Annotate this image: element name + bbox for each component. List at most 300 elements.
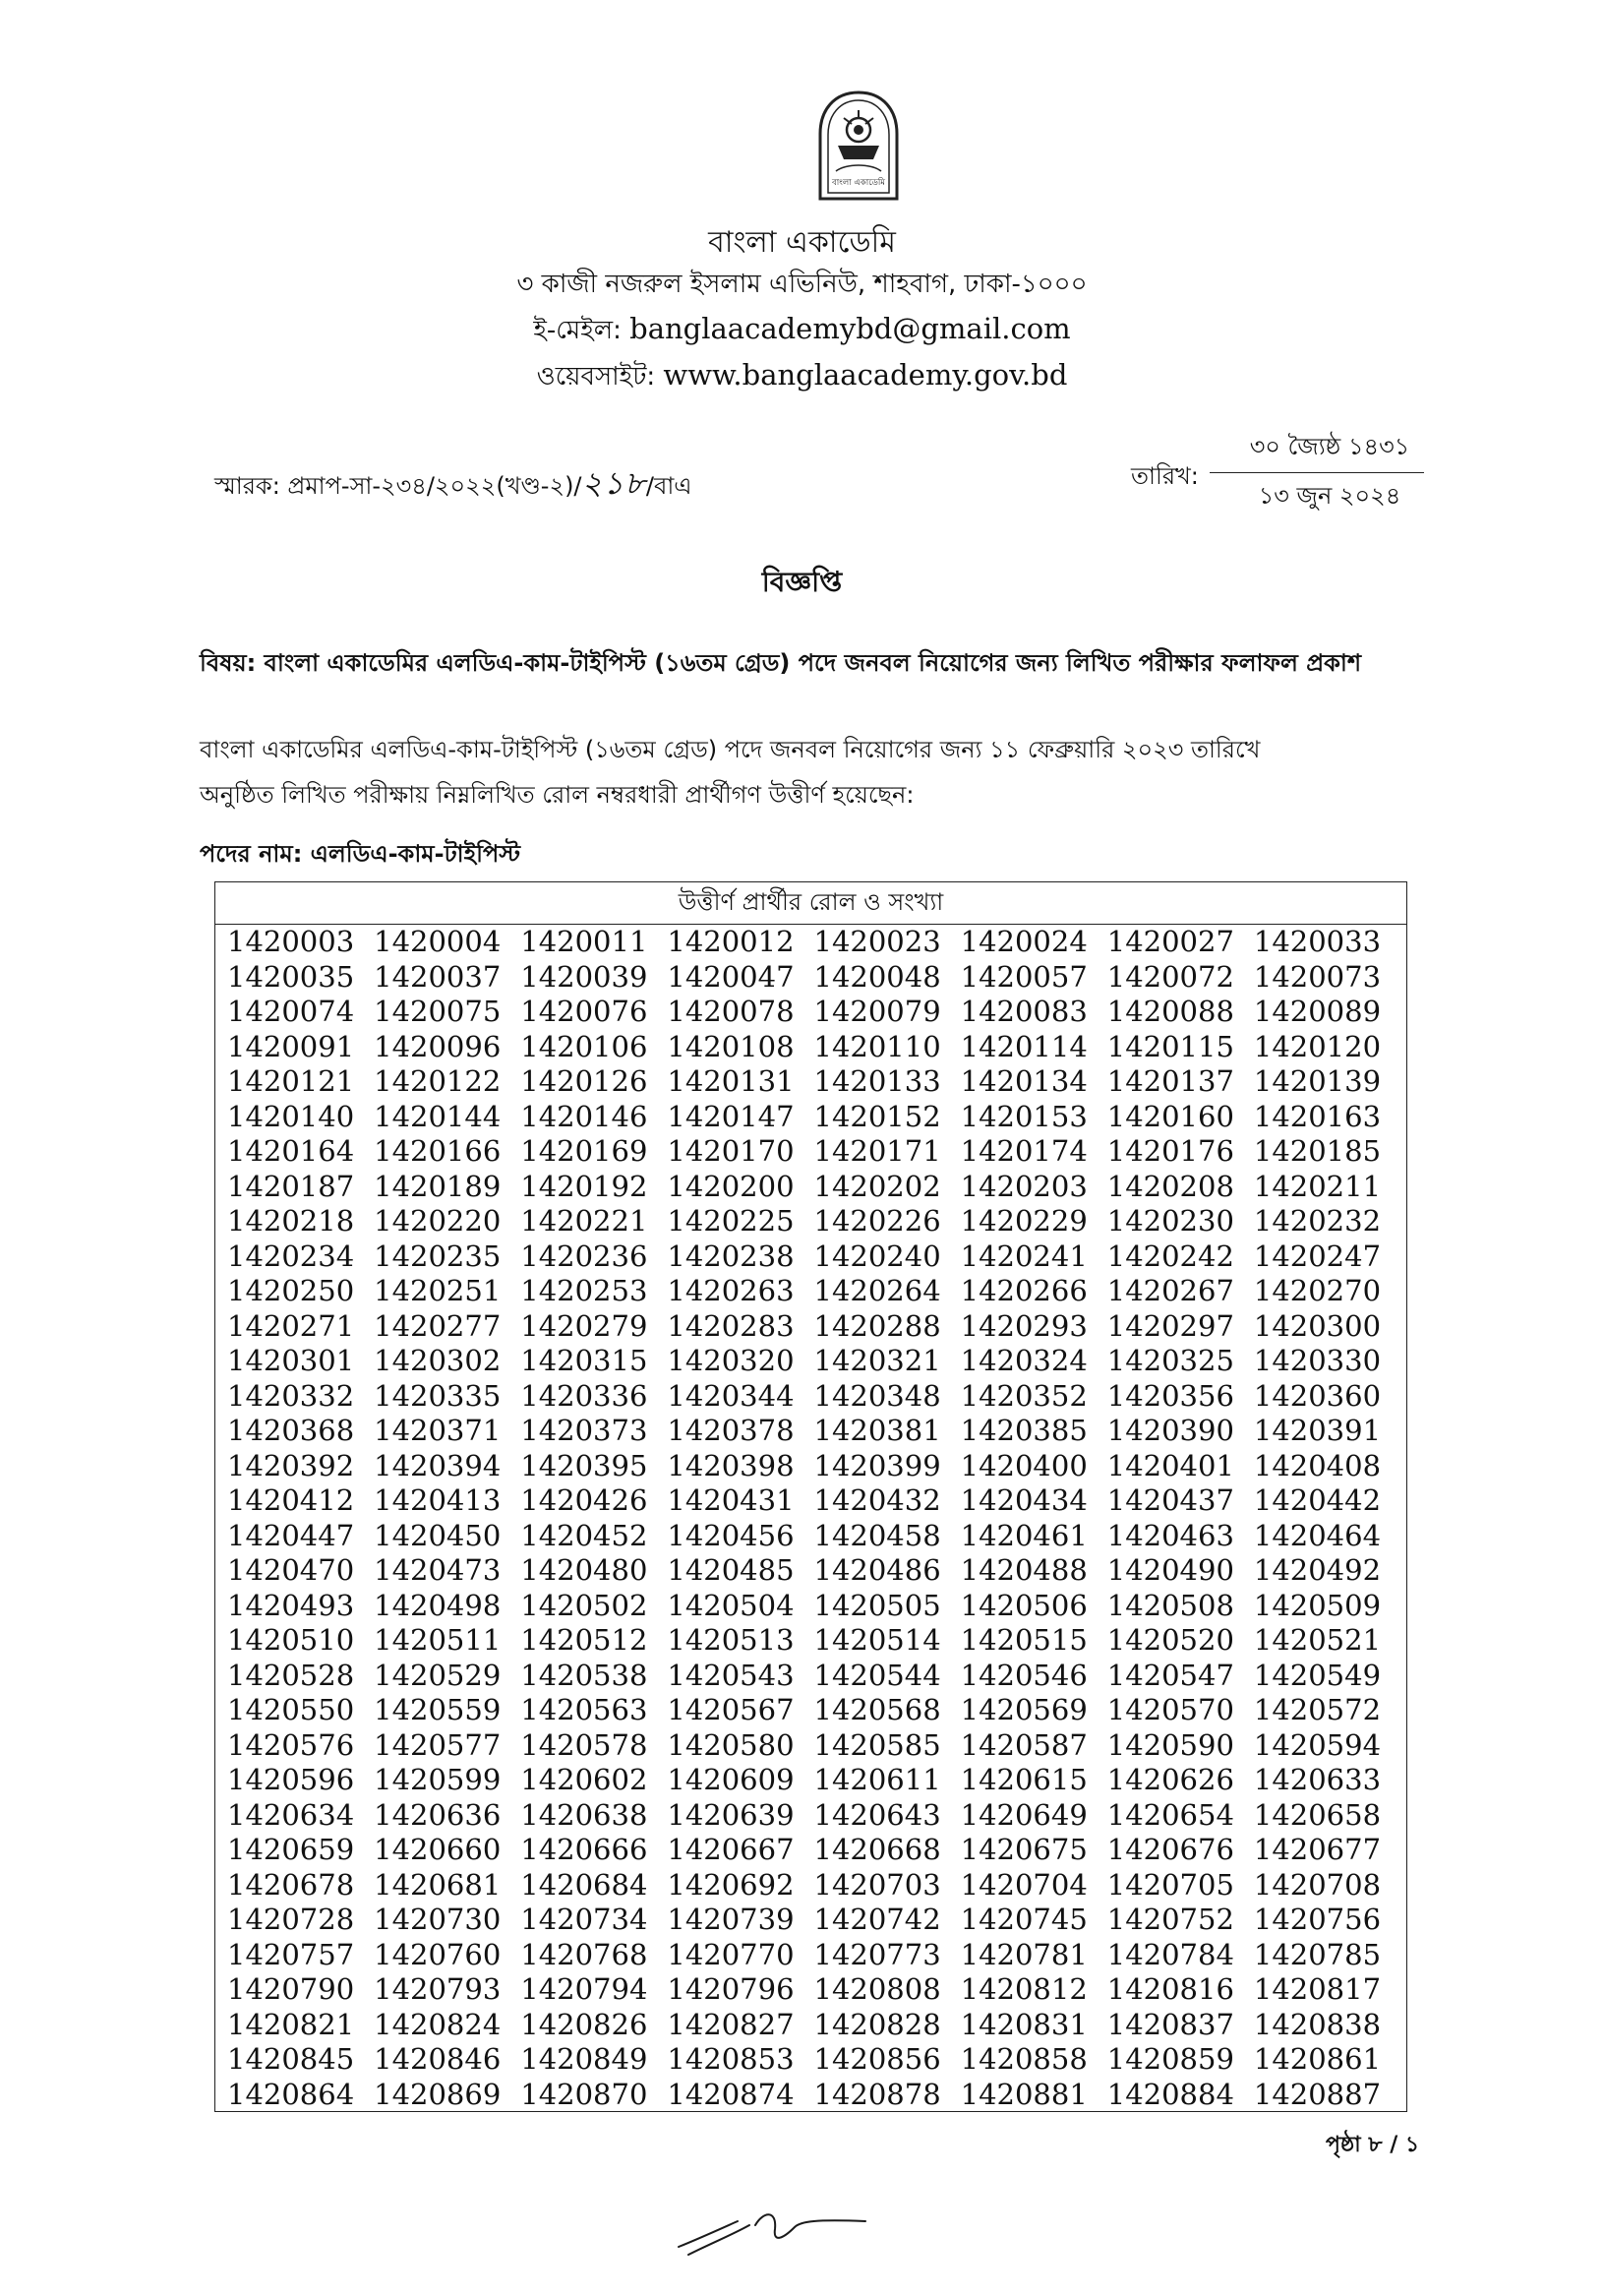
memo-suffix: /বাএ (645, 472, 692, 500)
roll-number-cell: 1420615 (960, 1763, 1088, 1796)
roll-number-cell: 1420371 (374, 1414, 502, 1447)
roll-number-cell: 1420121 (227, 1064, 355, 1098)
roll-number-cell: 1420544 (813, 1658, 941, 1692)
roll-number-cell: 1420514 (813, 1623, 941, 1657)
roll-number-cell: 1420821 (227, 2007, 355, 2041)
roll-number-cell: 1420378 (667, 1414, 795, 1447)
roll-number-cell: 1420704 (960, 1867, 1088, 1902)
roll-number-cell: 1420510 (227, 1623, 355, 1657)
roll-number-cell: 1420768 (520, 1937, 648, 1971)
memo-handwritten-no: ২১৮ (581, 464, 646, 502)
date-bangla: ৩০ জ্যৈষ্ঠ ১৪৩১ (1249, 433, 1410, 460)
roll-number-cell: 1420826 (520, 2007, 648, 2041)
roll-number-cell: 1420185 (1253, 1134, 1382, 1168)
roll-number-cell: 1420321 (813, 1344, 941, 1377)
roll-number-cell: 1420160 (1106, 1099, 1234, 1133)
roll-number-cell: 1420267 (1106, 1274, 1234, 1307)
roll-number-cell: 1420538 (520, 1658, 648, 1692)
roll-number-cell: 1420569 (960, 1693, 1088, 1726)
roll-number-cell: 1420881 (960, 2077, 1088, 2111)
roll-number-cell: 1420218 (227, 1204, 355, 1238)
roll-number-cell: 1420649 (960, 1797, 1088, 1832)
roll-number-cell: 1420488 (960, 1553, 1088, 1587)
roll-number-cell: 1420611 (813, 1763, 941, 1796)
roll-number-cell: 1420493 (227, 1588, 355, 1622)
roll-number-cell: 1420091 (227, 1029, 355, 1063)
roll-number-cell: 1420035 (227, 959, 355, 994)
roll-number-cell: 1420033 (1253, 925, 1382, 958)
roll-number-cell: 1420164 (227, 1134, 355, 1168)
roll-number-cell: 1420234 (227, 1239, 355, 1273)
roll-number-cell: 1420470 (227, 1553, 355, 1587)
roll-number-cell: 1420373 (520, 1414, 648, 1447)
roll-number-cell: 1420760 (374, 1937, 502, 1971)
roll-number-cell: 1420110 (813, 1029, 941, 1063)
roll-number-cell: 1420266 (960, 1274, 1088, 1307)
roll-number-cell: 1420812 (960, 1972, 1088, 2006)
roll-number-cell: 1420120 (1253, 1029, 1382, 1063)
roll-number-cell: 1420079 (813, 995, 941, 1028)
roll-number-cell: 1420464 (1253, 1518, 1382, 1552)
roll-number-cell: 1420461 (960, 1518, 1088, 1552)
roll-number-cell: 1420096 (374, 1029, 502, 1063)
roll-number-cell: 1420817 (1253, 1972, 1382, 2006)
roll-number-cell: 1420203 (960, 1169, 1088, 1203)
roll-number-cell: 1420146 (520, 1099, 648, 1133)
roll-number-cell: 1420277 (374, 1308, 502, 1343)
email-label: ই-মেইল: (533, 316, 622, 345)
roll-number-cell: 1420864 (227, 2077, 355, 2111)
roll-number-cell: 1420226 (813, 1204, 941, 1238)
roll-number-cell: 1420176 (1106, 1134, 1234, 1168)
date-block (1131, 429, 1426, 508)
roll-number-cell: 1420238 (667, 1239, 795, 1273)
roll-number-cell: 1420293 (960, 1308, 1088, 1343)
roll-number-cell: 1420073 (1253, 959, 1382, 994)
roll-number-cell: 1420241 (960, 1239, 1088, 1273)
roll-number-cell: 1420270 (1253, 1274, 1382, 1307)
roll-number-cell: 1420473 (374, 1553, 502, 1587)
subject-line: বিষয়: বাংলা একাডেমির এলডিএ-কাম-টাইপিস্ট (১৬তম গ্রেড) পদে জনবল নিয়োগের জন্য লিখিত পরীক্ষার ফলাফল প্রকাশ (200, 649, 1362, 677)
roll-number-cell: 1420221 (520, 1204, 648, 1238)
roll-number-cell: 1420705 (1106, 1867, 1234, 1902)
roll-number-cell: 1420089 (1253, 995, 1382, 1028)
roll-number-cell: 1420692 (667, 1867, 795, 1902)
roll-number-cell: 1420230 (1106, 1204, 1234, 1238)
roll-number-cell: 1420666 (520, 1833, 648, 1866)
roll-number-cell: 1420480 (520, 1553, 648, 1587)
roll-number-cell: 1420279 (520, 1308, 648, 1343)
roll-number-cell: 1420785 (1253, 1937, 1382, 1971)
roll-number-cell: 1420594 (1253, 1727, 1382, 1762)
signature (669, 2196, 885, 2265)
roll-number-cell: 1420511 (374, 1623, 502, 1657)
roll-number-cell: 1420508 (1106, 1588, 1234, 1622)
roll-number-cell: 1420208 (1106, 1169, 1234, 1203)
roll-number-cell: 1420856 (813, 2042, 941, 2076)
roll-number-cell: 1420039 (520, 959, 648, 994)
roll-number-cell: 1420140 (227, 1099, 355, 1133)
roll-number-cell: 1420770 (667, 1937, 795, 1971)
roll-number-cell: 1420236 (520, 1239, 648, 1273)
date-gregorian: ১৩ জুন ২০২৪ (1258, 482, 1401, 510)
roll-number-cell: 1420509 (1253, 1588, 1382, 1622)
roll-number-cell: 1420200 (667, 1169, 795, 1203)
roll-number-cell: 1420126 (520, 1064, 648, 1098)
roll-number-cell: 1420398 (667, 1448, 795, 1482)
roll-number-cell: 1420808 (813, 1972, 941, 2006)
roll-number-cell: 1420858 (960, 2042, 1088, 2076)
bangla-academy-logo (814, 89, 903, 207)
roll-number-cell: 1420633 (1253, 1763, 1382, 1796)
roll-number-cell: 1420703 (813, 1867, 941, 1902)
roll-number-cell: 1420528 (227, 1658, 355, 1692)
roll-number-cell: 1420202 (813, 1169, 941, 1203)
roll-number-cell: 1420078 (667, 995, 795, 1028)
roll-number-cell: 1420360 (1253, 1378, 1382, 1413)
roll-number-cell: 1420288 (813, 1308, 941, 1343)
roll-number-cell: 1420394 (374, 1448, 502, 1482)
roll-number-cell: 1420587 (960, 1727, 1088, 1762)
roll-number-cell: 1420114 (960, 1029, 1088, 1063)
roll-number-cell: 1420739 (667, 1903, 795, 1936)
roll-number-cell: 1420076 (520, 995, 648, 1028)
roll-number-cell: 1420794 (520, 1972, 648, 2006)
roll-number-cell: 1420816 (1106, 1972, 1234, 2006)
roll-number-cell: 1420004 (374, 925, 502, 958)
roll-number-cell: 1420144 (374, 1099, 502, 1133)
roll-number-cell: 1420559 (374, 1693, 502, 1726)
roll-number-cell: 1420513 (667, 1623, 795, 1657)
roll-number-cell: 1420781 (960, 1937, 1088, 1971)
roll-number-cell: 1420869 (374, 2077, 502, 2111)
roll-number-cell: 1420250 (227, 1274, 355, 1307)
roll-number-cell: 1420520 (1106, 1623, 1234, 1657)
roll-number-cell: 1420447 (227, 1518, 355, 1552)
roll-number-cell: 1420390 (1106, 1414, 1234, 1447)
roll-number-cell: 1420626 (1106, 1763, 1234, 1796)
roll-number-cell: 1420408 (1253, 1448, 1382, 1482)
roll-number-cell: 1420413 (374, 1483, 502, 1517)
roll-number-cell: 1420580 (667, 1727, 795, 1762)
roll-number-cell: 1420643 (813, 1797, 941, 1832)
roll-number-cell: 1420853 (667, 2042, 795, 2076)
email-line (0, 310, 1604, 353)
roll-number-cell: 1420757 (227, 1937, 355, 1971)
roll-number-cell: 1420242 (1106, 1239, 1234, 1273)
roll-number-cell: 1420012 (667, 925, 795, 958)
organization-name: বাংলা একাডেমি (708, 225, 896, 260)
memo-prefix: স্মারক: প্রমাপ-সা-২৩৪/২০২২(খণ্ড-২)/ (214, 472, 582, 500)
roll-number-cell: 1420456 (667, 1518, 795, 1552)
roll-number-cell: 1420192 (520, 1169, 648, 1203)
roll-number-cell: 1420708 (1253, 1867, 1382, 1902)
roll-number-cell: 1420515 (960, 1623, 1088, 1657)
roll-number-cell: 1420400 (960, 1448, 1088, 1482)
roll-number-cell: 1420057 (960, 959, 1088, 994)
roll-number-cell: 1420745 (960, 1903, 1088, 1936)
roll-number-cell: 1420793 (374, 1972, 502, 2006)
roll-number-cell: 1420543 (667, 1658, 795, 1692)
roll-number-cell: 1420660 (374, 1833, 502, 1866)
roll-number-cell: 1420828 (813, 2007, 941, 2041)
roll-number-cell: 1420728 (227, 1903, 355, 1936)
roll-number-cell: 1420027 (1106, 925, 1234, 958)
roll-number-cell: 1420578 (520, 1727, 648, 1762)
roll-number-cell: 1420577 (374, 1727, 502, 1762)
roll-number-cell: 1420024 (960, 925, 1088, 958)
roll-number-cell: 1420667 (667, 1833, 795, 1866)
results-table-header: উত্তীর্ণ প্রার্থীর রোল ও সংখ্যা (215, 882, 1406, 925)
roll-number-cell: 1420458 (813, 1518, 941, 1552)
roll-number-cell: 1420676 (1106, 1833, 1234, 1866)
website-line (0, 356, 1604, 399)
roll-number-cell: 1420023 (813, 925, 941, 958)
roll-number-cell: 1420505 (813, 1588, 941, 1622)
roll-number-cell: 1420450 (374, 1518, 502, 1552)
roll-number-cell: 1420147 (667, 1099, 795, 1133)
roll-number-cell: 1420037 (374, 959, 502, 994)
roll-number-cell: 1420332 (227, 1378, 355, 1413)
roll-number-cell: 1420773 (813, 1937, 941, 1971)
roll-number-cell: 1420492 (1253, 1553, 1382, 1587)
roll-number-cell: 1420271 (227, 1308, 355, 1343)
roll-number-cell: 1420654 (1106, 1797, 1234, 1832)
roll-number-cell: 1420638 (520, 1797, 648, 1832)
roll-number-cell: 1420240 (813, 1239, 941, 1273)
roll-number-cell: 1420088 (1106, 995, 1234, 1028)
roll-number-cell: 1420796 (667, 1972, 795, 2006)
roll-number-cell: 1420431 (667, 1483, 795, 1517)
roll-number-grid (215, 925, 1406, 2112)
roll-number-cell: 1420324 (960, 1344, 1088, 1377)
roll-number-cell: 1420220 (374, 1204, 502, 1238)
notice-title: বিজ্ঞপ্তি (761, 566, 843, 598)
body-text-line-2: অনুষ্ঠিত লিখিত পরীক্ষায় নিম্নলিখিত রোল নম্বরধারী প্রার্থীগণ উত্তীর্ণ হয়েছেন: (200, 781, 915, 809)
roll-number-cell: 1420106 (520, 1029, 648, 1063)
roll-number-cell: 1420169 (520, 1134, 648, 1168)
roll-number-cell: 1420568 (813, 1693, 941, 1726)
roll-number-cell: 1420152 (813, 1099, 941, 1133)
roll-number-cell: 1420490 (1106, 1553, 1234, 1587)
roll-number-cell: 1420399 (813, 1448, 941, 1482)
roll-number-cell: 1420251 (374, 1274, 502, 1307)
roll-number-cell: 1420211 (1253, 1169, 1382, 1203)
roll-number-cell: 1420845 (227, 2042, 355, 2076)
roll-number-cell: 1420563 (520, 1693, 648, 1726)
roll-number-cell: 1420134 (960, 1064, 1088, 1098)
roll-number-cell: 1420432 (813, 1483, 941, 1517)
roll-number-cell: 1420315 (520, 1344, 648, 1377)
roll-number-cell: 1420596 (227, 1763, 355, 1796)
roll-number-cell: 1420838 (1253, 2007, 1382, 2041)
roll-number-cell: 1420547 (1106, 1658, 1234, 1692)
roll-number-cell: 1420229 (960, 1204, 1088, 1238)
roll-number-cell: 1420232 (1253, 1204, 1382, 1238)
website-label: ওয়েবসাইট: (536, 362, 656, 392)
roll-number-cell: 1420401 (1106, 1448, 1234, 1482)
roll-number-cell: 1420247 (1253, 1239, 1382, 1273)
roll-number-cell: 1420335 (374, 1378, 502, 1413)
roll-number-cell: 1420502 (520, 1588, 648, 1622)
roll-number-cell: 1420485 (667, 1553, 795, 1587)
roll-number-cell: 1420636 (374, 1797, 502, 1832)
roll-number-cell: 1420887 (1253, 2077, 1382, 2111)
roll-number-cell: 1420506 (960, 1588, 1088, 1622)
roll-number-cell: 1420878 (813, 2077, 941, 2111)
roll-number-cell: 1420263 (667, 1274, 795, 1307)
roll-number-cell: 1420336 (520, 1378, 648, 1413)
roll-number-cell: 1420752 (1106, 1903, 1234, 1936)
roll-number-cell: 1420837 (1106, 2007, 1234, 2041)
results-table (214, 881, 1407, 2112)
roll-number-cell: 1420831 (960, 2007, 1088, 2041)
roll-number-cell: 1420824 (374, 2007, 502, 2041)
roll-number-cell: 1420529 (374, 1658, 502, 1692)
roll-number-cell: 1420395 (520, 1448, 648, 1482)
roll-number-cell: 1420344 (667, 1378, 795, 1413)
roll-number-cell: 1420412 (227, 1483, 355, 1517)
roll-number-cell: 1420235 (374, 1239, 502, 1273)
roll-number-cell: 1420784 (1106, 1937, 1234, 1971)
roll-number-cell: 1420486 (813, 1553, 941, 1587)
roll-number-cell: 1420678 (227, 1867, 355, 1902)
roll-number-cell: 1420133 (813, 1064, 941, 1098)
roll-number-cell: 1420072 (1106, 959, 1234, 994)
roll-number-cell: 1420163 (1253, 1099, 1382, 1133)
roll-number-cell: 1420659 (227, 1833, 355, 1866)
roll-number-cell: 1420356 (1106, 1378, 1234, 1413)
roll-number-cell: 1420174 (960, 1134, 1088, 1168)
roll-number-cell: 1420352 (960, 1378, 1088, 1413)
roll-number-cell: 1420348 (813, 1378, 941, 1413)
roll-number-cell: 1420187 (227, 1169, 355, 1203)
page-number: পৃষ্ঠা ৮ / ১ (1326, 2133, 1420, 2157)
roll-number-cell: 1420504 (667, 1588, 795, 1622)
roll-number-cell: 1420576 (227, 1727, 355, 1762)
roll-number-cell: 1420599 (374, 1763, 502, 1796)
roll-number-cell: 1420381 (813, 1414, 941, 1447)
roll-number-cell: 1420108 (667, 1029, 795, 1063)
logo-text: বাংলা একাডেমি (831, 178, 886, 188)
roll-number-cell: 1420320 (667, 1344, 795, 1377)
roll-number-cell: 1420756 (1253, 1903, 1382, 1936)
roll-number-cell: 1420253 (520, 1274, 648, 1307)
roll-number-cell: 1420300 (1253, 1308, 1382, 1343)
roll-number-cell: 1420609 (667, 1763, 795, 1796)
roll-number-cell: 1420131 (667, 1064, 795, 1098)
roll-number-cell: 1420048 (813, 959, 941, 994)
post-name: পদের নাম: এলডিএ-কাম-টাইপিস্ট (200, 840, 521, 868)
roll-number-cell: 1420011 (520, 925, 648, 958)
roll-number-cell: 1420166 (374, 1134, 502, 1168)
roll-number-cell: 1420549 (1253, 1658, 1382, 1692)
roll-number-cell: 1420122 (374, 1064, 502, 1098)
roll-number-cell: 1420302 (374, 1344, 502, 1377)
roll-number-cell: 1420003 (227, 925, 355, 958)
roll-number-cell: 1420137 (1106, 1064, 1234, 1098)
roll-number-cell: 1420546 (960, 1658, 1088, 1692)
date-divider (1210, 472, 1424, 473)
roll-number-cell: 1420570 (1106, 1693, 1234, 1726)
roll-number-cell: 1420734 (520, 1903, 648, 1936)
roll-number-cell: 1420498 (374, 1588, 502, 1622)
roll-number-cell: 1420861 (1253, 2042, 1382, 2076)
roll-number-cell: 1420675 (960, 1833, 1088, 1866)
roll-number-cell: 1420325 (1106, 1344, 1234, 1377)
roll-number-cell: 1420264 (813, 1274, 941, 1307)
roll-number-cell: 1420859 (1106, 2042, 1234, 2076)
roll-number-cell: 1420790 (227, 1972, 355, 2006)
roll-number-cell: 1420442 (1253, 1483, 1382, 1517)
website-link[interactable]: www.banglaacademy.gov.bd (663, 358, 1068, 392)
roll-number-cell: 1420115 (1106, 1029, 1234, 1063)
roll-number-cell: 1420283 (667, 1308, 795, 1343)
roll-number-cell: 1420330 (1253, 1344, 1382, 1377)
roll-number-cell: 1420742 (813, 1903, 941, 1936)
roll-number-cell: 1420870 (520, 2077, 648, 2111)
roll-number-cell: 1420139 (1253, 1064, 1382, 1098)
roll-number-cell: 1420368 (227, 1414, 355, 1447)
roll-number-cell: 1420521 (1253, 1623, 1382, 1657)
roll-number-cell: 1420602 (520, 1763, 648, 1796)
email-link[interactable]: banglaacademybd@gmail.com (629, 312, 1071, 345)
roll-number-cell: 1420684 (520, 1867, 648, 1902)
roll-number-cell: 1420391 (1253, 1414, 1382, 1447)
roll-number-cell: 1420634 (227, 1797, 355, 1832)
roll-number-cell: 1420846 (374, 2042, 502, 2076)
roll-number-cell: 1420075 (374, 995, 502, 1028)
roll-number-cell: 1420849 (520, 2042, 648, 2076)
roll-number-cell: 1420884 (1106, 2077, 1234, 2111)
date-label: তারিখ: (1131, 462, 1199, 490)
roll-number-cell: 1420452 (520, 1518, 648, 1552)
roll-number-cell: 1420297 (1106, 1308, 1234, 1343)
roll-number-cell: 1420437 (1106, 1483, 1234, 1517)
body-text-line-1: বাংলা একাডেমির এলডিএ-কাম-টাইপিস্ট (১৬তম গ্রেড) পদে জনবল নিয়োগের জন্য ১১ ফেব্রুয়ারি ২০২৩ তারিখে (200, 736, 1261, 763)
roll-number-cell: 1420170 (667, 1134, 795, 1168)
roll-number-cell: 1420567 (667, 1693, 795, 1726)
roll-number-cell: 1420827 (667, 2007, 795, 2041)
roll-number-cell: 1420153 (960, 1099, 1088, 1133)
roll-number-cell: 1420463 (1106, 1518, 1234, 1552)
roll-number-cell: 1420434 (960, 1483, 1088, 1517)
memo-number (214, 458, 692, 512)
roll-number-cell: 1420171 (813, 1134, 941, 1168)
roll-number-cell: 1420590 (1106, 1727, 1234, 1762)
roll-number-cell: 1420392 (227, 1448, 355, 1482)
roll-number-cell: 1420874 (667, 2077, 795, 2111)
roll-number-cell: 1420189 (374, 1169, 502, 1203)
roll-number-cell: 1420572 (1253, 1693, 1382, 1726)
roll-number-cell: 1420512 (520, 1623, 648, 1657)
roll-number-cell: 1420083 (960, 995, 1088, 1028)
roll-number-cell: 1420639 (667, 1797, 795, 1832)
roll-number-cell: 1420301 (227, 1344, 355, 1377)
roll-number-cell: 1420074 (227, 995, 355, 1028)
roll-number-cell: 1420677 (1253, 1833, 1382, 1866)
roll-number-cell: 1420550 (227, 1693, 355, 1726)
roll-number-cell: 1420585 (813, 1727, 941, 1762)
roll-number-cell: 1420047 (667, 959, 795, 994)
roll-number-cell: 1420730 (374, 1903, 502, 1936)
address: ৩ কাজী নজরুল ইসলাম এভিনিউ, শাহবাগ, ঢাকা-১০০০ (516, 270, 1088, 299)
roll-number-cell: 1420668 (813, 1833, 941, 1866)
roll-number-cell: 1420385 (960, 1414, 1088, 1447)
roll-number-cell: 1420426 (520, 1483, 648, 1517)
roll-number-cell: 1420225 (667, 1204, 795, 1238)
roll-number-cell: 1420681 (374, 1867, 502, 1902)
